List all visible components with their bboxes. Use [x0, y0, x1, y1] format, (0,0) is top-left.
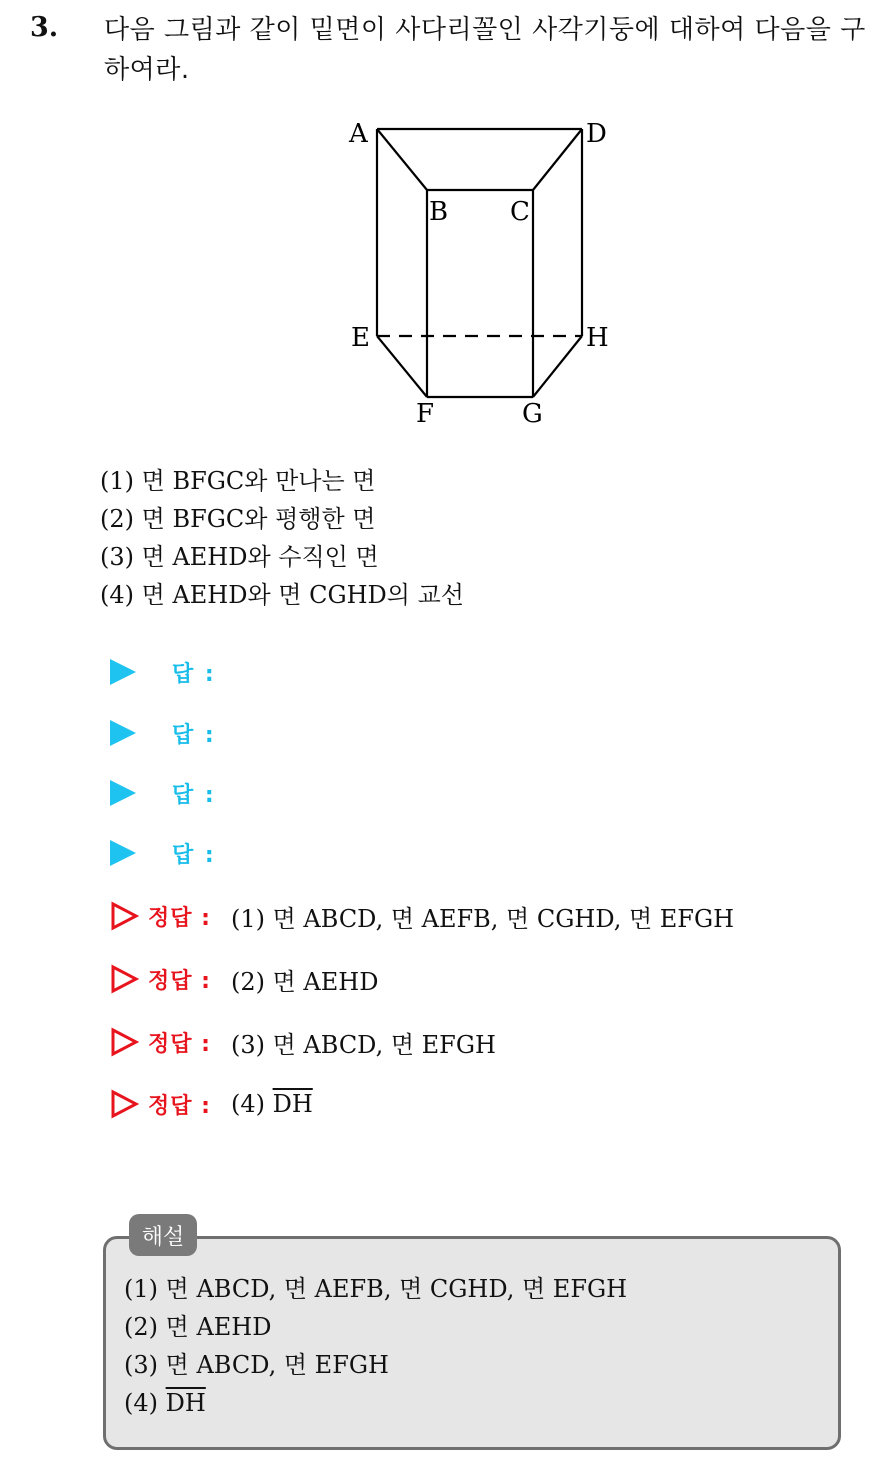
play-arrow-icon — [110, 659, 136, 685]
play-arrow-icon — [110, 780, 136, 806]
label-H: H — [586, 323, 609, 353]
explanation-line-1: (1) 면 ABCD, 면 AEFB, 면 CGHD, 면 EFGH — [124, 1275, 628, 1303]
solution-text: (3) 면 ABCD, 면 EFGH — [230, 1030, 496, 1059]
answer-label: 답 : — [172, 722, 216, 748]
explanation-line-2: (2) 면 AEHD — [124, 1313, 272, 1341]
subquestion-2: (2) 면 BFGC와 평행한 면 — [100, 505, 376, 533]
solution-label: 정답 : — [148, 1093, 211, 1119]
play-arrow-icon — [110, 720, 136, 746]
label-G: G — [522, 399, 543, 429]
answer-label: 답 : — [172, 661, 216, 687]
answer-label: 답 : — [172, 842, 216, 868]
solution-row-2 — [110, 957, 378, 1001]
explanation-tag: 해설 — [129, 1214, 197, 1256]
solution-row-1 — [110, 894, 734, 938]
edge-GH — [533, 336, 582, 397]
outline-arrow-icon — [110, 964, 140, 994]
edge-AB — [377, 129, 427, 190]
explanation-line-4: (4) $\overline{DH}$ — [124, 1389, 206, 1417]
subquestion-3: (3) 면 AEHD와 수직인 면 — [100, 543, 379, 571]
label-C: C — [510, 197, 530, 227]
edge-EF — [377, 336, 427, 397]
outline-arrow-icon — [110, 901, 140, 931]
solution-label: 정답 : — [148, 968, 211, 994]
answer-row-3[interactable] — [110, 773, 216, 813]
label-E: E — [351, 323, 370, 353]
outline-arrow-icon — [110, 1089, 140, 1119]
solution-row-3 — [110, 1020, 496, 1064]
question-text: 다음 그림과 같이 밑면이 사다리꼴인 사각기둥에 대하여 다음을 구하여라. — [104, 15, 866, 85]
answer-row-2[interactable] — [110, 713, 216, 753]
play-arrow-icon — [110, 840, 136, 866]
label-B: B — [429, 197, 449, 227]
outline-arrow-icon — [110, 1027, 140, 1057]
edge-CD — [533, 129, 582, 190]
solution-text: (1) 면 ABCD, 면 AEFB, 면 CGHD, 면 EFGH — [230, 904, 735, 933]
solution-label: 정답 : — [148, 905, 211, 931]
label-D: D — [586, 119, 607, 149]
subquestion-1: (1) 면 BFGC와 만나는 면 — [100, 467, 376, 495]
solution-text: (2) 면 AEHD — [230, 967, 379, 996]
answer-label: 답 : — [172, 782, 216, 808]
subquestion-4: (4) 면 AEHD와 면 CGHD의 교선 — [100, 581, 464, 609]
label-F: F — [416, 399, 435, 429]
prism-figure — [340, 108, 630, 438]
solution-text: (4) $\overline{DH}$ — [230, 1090, 313, 1118]
solution-row-4 — [110, 1082, 313, 1126]
answer-row-1[interactable] — [110, 652, 216, 692]
explanation-box — [103, 1236, 841, 1450]
label-A: A — [349, 119, 368, 149]
question-number: 3. — [30, 12, 59, 43]
solution-label: 정답 : — [148, 1031, 211, 1057]
answer-row-4[interactable] — [110, 833, 216, 873]
explanation-line-3: (3) 면 ABCD, 면 EFGH — [124, 1351, 389, 1379]
